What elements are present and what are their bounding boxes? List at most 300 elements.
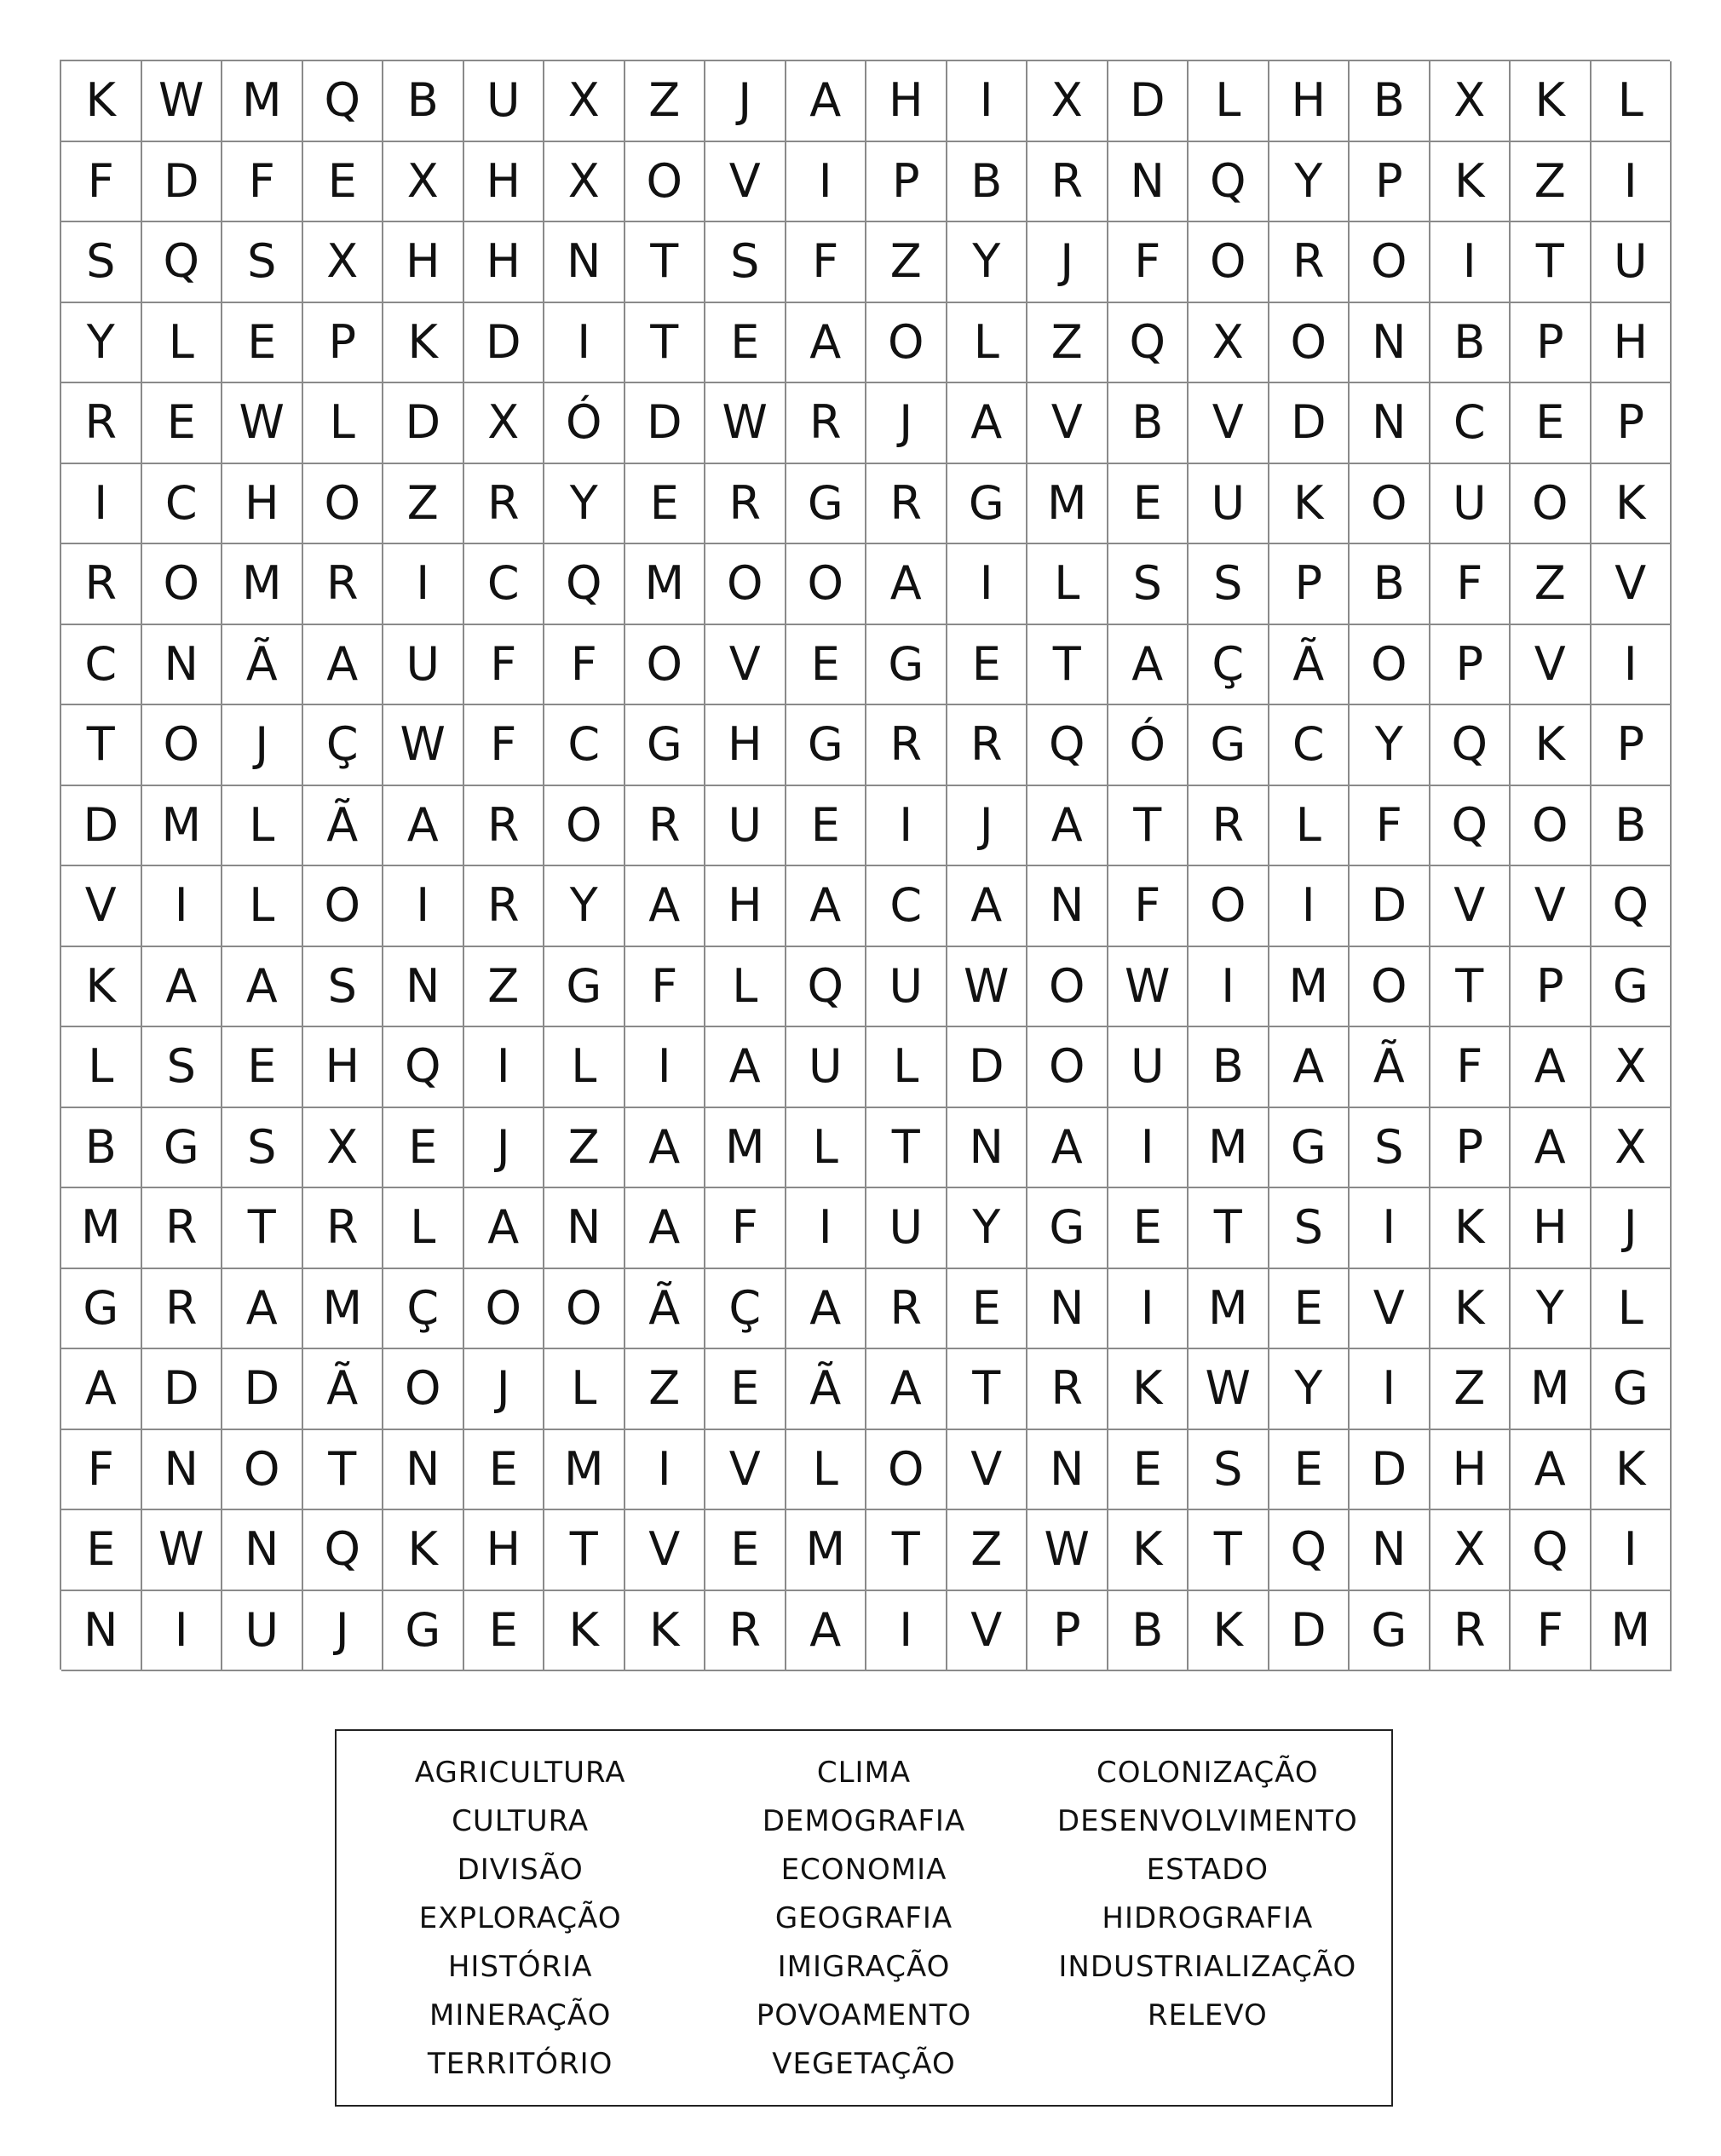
grid-cell[interactable]: G — [1027, 1188, 1108, 1269]
grid-cell[interactable]: C — [142, 464, 223, 545]
grid-cell[interactable]: A — [625, 866, 706, 947]
grid-cell[interactable]: V — [1350, 1269, 1430, 1350]
grid-cell[interactable]: Z — [1511, 544, 1591, 625]
grid-cell[interactable]: S — [1269, 1188, 1350, 1269]
grid-cell[interactable]: Q — [303, 61, 384, 142]
grid-cell[interactable]: N — [1108, 142, 1189, 223]
grid-cell[interactable]: I — [383, 544, 464, 625]
grid-cell[interactable]: Q — [1269, 1510, 1350, 1591]
grid-cell[interactable]: V — [947, 1430, 1028, 1511]
grid-cell[interactable]: T — [544, 1510, 625, 1591]
grid-cell[interactable]: V — [1591, 544, 1672, 625]
grid-cell[interactable]: I — [142, 866, 223, 947]
grid-cell[interactable]: T — [1108, 786, 1189, 867]
grid-cell[interactable]: E — [464, 1430, 545, 1511]
grid-cell[interactable]: R — [1430, 1591, 1511, 1672]
grid-cell[interactable]: G — [786, 464, 867, 545]
grid-cell[interactable]: K — [61, 61, 142, 142]
grid-cell[interactable]: I — [61, 464, 142, 545]
grid-cell[interactable]: L — [786, 1108, 867, 1189]
grid-cell[interactable]: Ó — [544, 383, 625, 464]
grid-cell[interactable]: T — [866, 1510, 947, 1591]
grid-cell[interactable]: L — [544, 1027, 625, 1108]
grid-cell[interactable]: U — [222, 1591, 303, 1672]
grid-cell[interactable]: T — [947, 1349, 1028, 1430]
grid-cell[interactable]: J — [464, 1349, 545, 1430]
grid-cell[interactable]: O — [1189, 222, 1269, 303]
grid-cell[interactable]: I — [1591, 625, 1672, 706]
grid-cell[interactable]: D — [1269, 383, 1350, 464]
grid-cell[interactable]: E — [705, 303, 786, 384]
grid-cell[interactable]: K — [1430, 1188, 1511, 1269]
grid-cell[interactable]: T — [866, 1108, 947, 1189]
grid-cell[interactable]: C — [544, 705, 625, 786]
grid-cell[interactable]: V — [705, 142, 786, 223]
grid-cell[interactable]: I — [544, 303, 625, 384]
grid-cell[interactable]: A — [1027, 786, 1108, 867]
grid-cell[interactable]: Z — [1027, 303, 1108, 384]
grid-cell[interactable]: H — [464, 142, 545, 223]
grid-cell[interactable]: Q — [383, 1027, 464, 1108]
grid-cell[interactable]: C — [464, 544, 545, 625]
grid-cell[interactable]: N — [544, 1188, 625, 1269]
grid-cell[interactable]: R — [1027, 142, 1108, 223]
grid-cell[interactable]: O — [1350, 947, 1430, 1028]
grid-cell[interactable]: I — [947, 544, 1028, 625]
grid-cell[interactable]: P — [1591, 383, 1672, 464]
grid-cell[interactable]: N — [1027, 1269, 1108, 1350]
grid-cell[interactable]: Q — [1430, 786, 1511, 867]
grid-cell[interactable]: E — [1108, 1430, 1189, 1511]
grid-cell[interactable]: F — [1430, 1027, 1511, 1108]
grid-cell[interactable]: V — [1511, 866, 1591, 947]
grid-cell[interactable]: X — [303, 222, 384, 303]
grid-cell[interactable]: M — [1269, 947, 1350, 1028]
grid-cell[interactable]: D — [464, 303, 545, 384]
grid-cell[interactable]: O — [142, 705, 223, 786]
grid-cell[interactable]: P — [303, 303, 384, 384]
grid-cell[interactable]: J — [222, 705, 303, 786]
grid-cell[interactable]: I — [1350, 1188, 1430, 1269]
grid-cell[interactable]: M — [1511, 1349, 1591, 1430]
grid-cell[interactable]: A — [1269, 1027, 1350, 1108]
grid-cell[interactable]: A — [1511, 1108, 1591, 1189]
grid-cell[interactable]: S — [142, 1027, 223, 1108]
grid-cell[interactable]: I — [1108, 1269, 1189, 1350]
grid-cell[interactable]: D — [1350, 866, 1430, 947]
grid-cell[interactable]: O — [866, 303, 947, 384]
grid-cell[interactable]: R — [705, 464, 786, 545]
grid-cell[interactable]: G — [1591, 1349, 1672, 1430]
grid-cell[interactable]: D — [61, 786, 142, 867]
grid-cell[interactable]: P — [1027, 1591, 1108, 1672]
grid-cell[interactable]: Y — [1350, 705, 1430, 786]
grid-cell[interactable]: X — [303, 1108, 384, 1189]
grid-cell[interactable]: P — [1430, 1108, 1511, 1189]
grid-cell[interactable]: Y — [544, 866, 625, 947]
grid-cell[interactable]: U — [866, 1188, 947, 1269]
grid-cell[interactable]: X — [544, 142, 625, 223]
grid-cell[interactable]: R — [1189, 786, 1269, 867]
grid-cell[interactable]: F — [786, 222, 867, 303]
grid-cell[interactable]: V — [1511, 625, 1591, 706]
grid-cell[interactable]: P — [1511, 303, 1591, 384]
grid-cell[interactable]: W — [222, 383, 303, 464]
grid-cell[interactable]: B — [947, 142, 1028, 223]
grid-cell[interactable]: S — [222, 1108, 303, 1189]
grid-cell[interactable]: M — [1591, 1591, 1672, 1672]
grid-cell[interactable]: E — [1511, 383, 1591, 464]
grid-cell[interactable]: L — [142, 303, 223, 384]
grid-cell[interactable]: Q — [142, 222, 223, 303]
grid-cell[interactable]: M — [625, 544, 706, 625]
grid-cell[interactable]: Y — [947, 1188, 1028, 1269]
grid-cell[interactable]: K — [1430, 1269, 1511, 1350]
grid-cell[interactable]: Ç — [303, 705, 384, 786]
grid-cell[interactable]: O — [625, 625, 706, 706]
grid-cell[interactable]: N — [383, 1430, 464, 1511]
grid-cell[interactable]: E — [142, 383, 223, 464]
grid-cell[interactable]: P — [866, 142, 947, 223]
grid-cell[interactable]: Ã — [786, 1349, 867, 1430]
grid-cell[interactable]: E — [1108, 1188, 1189, 1269]
grid-cell[interactable]: V — [705, 1430, 786, 1511]
grid-cell[interactable]: I — [1108, 1108, 1189, 1189]
grid-cell[interactable]: A — [705, 1027, 786, 1108]
grid-cell[interactable]: F — [705, 1188, 786, 1269]
grid-cell[interactable]: E — [625, 464, 706, 545]
grid-cell[interactable]: I — [1269, 866, 1350, 947]
grid-cell[interactable]: O — [1350, 625, 1430, 706]
grid-cell[interactable]: L — [1591, 61, 1672, 142]
grid-cell[interactable]: D — [142, 142, 223, 223]
grid-cell[interactable]: G — [1350, 1591, 1430, 1672]
grid-cell[interactable]: K — [1591, 464, 1672, 545]
grid-cell[interactable]: A — [303, 625, 384, 706]
grid-cell[interactable]: A — [786, 1269, 867, 1350]
grid-cell[interactable]: H — [303, 1027, 384, 1108]
grid-cell[interactable]: K — [625, 1591, 706, 1672]
grid-cell[interactable]: O — [1511, 464, 1591, 545]
grid-cell[interactable]: Ã — [1269, 625, 1350, 706]
grid-cell[interactable]: A — [222, 947, 303, 1028]
grid-cell[interactable]: Z — [866, 222, 947, 303]
grid-cell[interactable]: G — [544, 947, 625, 1028]
grid-cell[interactable]: J — [947, 786, 1028, 867]
grid-cell[interactable]: D — [1269, 1591, 1350, 1672]
grid-cell[interactable]: P — [1591, 705, 1672, 786]
grid-cell[interactable]: L — [786, 1430, 867, 1511]
grid-cell[interactable]: Q — [1511, 1510, 1591, 1591]
grid-cell[interactable]: K — [1511, 705, 1591, 786]
grid-cell[interactable]: L — [1027, 544, 1108, 625]
grid-cell[interactable]: W — [1189, 1349, 1269, 1430]
grid-cell[interactable]: Y — [1511, 1269, 1591, 1350]
grid-cell[interactable]: Ã — [625, 1269, 706, 1350]
grid-cell[interactable]: G — [786, 705, 867, 786]
grid-cell[interactable]: I — [786, 1188, 867, 1269]
grid-cell[interactable]: Y — [947, 222, 1028, 303]
grid-cell[interactable]: S — [705, 222, 786, 303]
grid-cell[interactable]: V — [61, 866, 142, 947]
grid-cell[interactable]: A — [1108, 625, 1189, 706]
grid-cell[interactable]: E — [786, 786, 867, 867]
grid-cell[interactable]: X — [544, 61, 625, 142]
grid-cell[interactable]: S — [303, 947, 384, 1028]
grid-cell[interactable]: I — [1350, 1349, 1430, 1430]
grid-cell[interactable]: G — [1269, 1108, 1350, 1189]
grid-cell[interactable]: E — [1269, 1430, 1350, 1511]
grid-cell[interactable]: T — [1430, 947, 1511, 1028]
grid-cell[interactable]: F — [1430, 544, 1511, 625]
grid-cell[interactable]: R — [303, 544, 384, 625]
grid-cell[interactable]: E — [464, 1591, 545, 1672]
grid-cell[interactable]: R — [61, 544, 142, 625]
grid-cell[interactable]: F — [625, 947, 706, 1028]
grid-cell[interactable]: B — [1108, 1591, 1189, 1672]
grid-cell[interactable]: E — [1269, 1269, 1350, 1350]
grid-cell[interactable]: M — [142, 786, 223, 867]
grid-cell[interactable]: B — [1108, 383, 1189, 464]
grid-cell[interactable]: T — [61, 705, 142, 786]
grid-cell[interactable]: E — [222, 1027, 303, 1108]
grid-cell[interactable]: R — [464, 464, 545, 545]
grid-cell[interactable]: O — [625, 142, 706, 223]
grid-cell[interactable]: G — [142, 1108, 223, 1189]
grid-cell[interactable]: R — [786, 383, 867, 464]
grid-cell[interactable]: O — [222, 1430, 303, 1511]
grid-cell[interactable]: L — [544, 1349, 625, 1430]
grid-cell[interactable]: M — [1027, 464, 1108, 545]
grid-cell[interactable]: F — [61, 142, 142, 223]
grid-cell[interactable]: Y — [1269, 142, 1350, 223]
grid-cell[interactable]: P — [1511, 947, 1591, 1028]
grid-cell[interactable]: Z — [947, 1510, 1028, 1591]
grid-cell[interactable]: T — [625, 222, 706, 303]
grid-cell[interactable]: K — [1591, 1430, 1672, 1511]
grid-cell[interactable]: J — [1027, 222, 1108, 303]
grid-cell[interactable]: U — [705, 786, 786, 867]
grid-cell[interactable]: Ó — [1108, 705, 1189, 786]
grid-cell[interactable]: S — [61, 222, 142, 303]
grid-cell[interactable]: A — [786, 1591, 867, 1672]
grid-cell[interactable]: L — [1189, 61, 1269, 142]
grid-cell[interactable]: R — [1269, 222, 1350, 303]
grid-cell[interactable]: F — [61, 1430, 142, 1511]
grid-cell[interactable]: E — [303, 142, 384, 223]
grid-cell[interactable]: U — [1189, 464, 1269, 545]
grid-cell[interactable]: Q — [1189, 142, 1269, 223]
grid-cell[interactable]: R — [61, 383, 142, 464]
grid-cell[interactable]: N — [142, 625, 223, 706]
grid-cell[interactable]: W — [947, 947, 1028, 1028]
grid-cell[interactable]: E — [383, 1108, 464, 1189]
grid-cell[interactable]: R — [142, 1188, 223, 1269]
grid-cell[interactable]: I — [1430, 222, 1511, 303]
grid-cell[interactable]: X — [464, 383, 545, 464]
grid-cell[interactable]: M — [544, 1430, 625, 1511]
grid-cell[interactable]: Z — [464, 947, 545, 1028]
grid-cell[interactable]: N — [1350, 303, 1430, 384]
grid-cell[interactable]: B — [383, 61, 464, 142]
grid-cell[interactable]: O — [464, 1269, 545, 1350]
grid-cell[interactable]: O — [544, 786, 625, 867]
grid-cell[interactable]: V — [1189, 383, 1269, 464]
grid-cell[interactable]: Q — [1591, 866, 1672, 947]
grid-cell[interactable]: G — [1189, 705, 1269, 786]
grid-cell[interactable]: M — [1189, 1269, 1269, 1350]
grid-cell[interactable]: I — [142, 1591, 223, 1672]
grid-cell[interactable]: K — [1269, 464, 1350, 545]
grid-cell[interactable]: A — [786, 866, 867, 947]
grid-cell[interactable]: T — [1511, 222, 1591, 303]
grid-cell[interactable]: L — [866, 1027, 947, 1108]
grid-cell[interactable]: A — [786, 303, 867, 384]
grid-cell[interactable]: H — [464, 1510, 545, 1591]
grid-cell[interactable]: A — [464, 1188, 545, 1269]
grid-cell[interactable]: K — [61, 947, 142, 1028]
grid-cell[interactable]: K — [1430, 142, 1511, 223]
grid-cell[interactable]: F — [464, 625, 545, 706]
grid-cell[interactable]: O — [1027, 1027, 1108, 1108]
grid-cell[interactable]: Ã — [222, 625, 303, 706]
grid-cell[interactable]: S — [1189, 1430, 1269, 1511]
grid-cell[interactable]: K — [383, 303, 464, 384]
grid-cell[interactable]: L — [383, 1188, 464, 1269]
grid-cell[interactable]: L — [222, 866, 303, 947]
grid-cell[interactable]: O — [142, 544, 223, 625]
grid-cell[interactable]: K — [1108, 1510, 1189, 1591]
grid-cell[interactable]: N — [947, 1108, 1028, 1189]
grid-cell[interactable]: R — [866, 464, 947, 545]
grid-cell[interactable]: T — [625, 303, 706, 384]
grid-cell[interactable]: Z — [1430, 1349, 1511, 1430]
grid-cell[interactable]: K — [1108, 1349, 1189, 1430]
grid-cell[interactable]: A — [625, 1108, 706, 1189]
grid-cell[interactable]: A — [947, 866, 1028, 947]
grid-cell[interactable]: X — [1027, 61, 1108, 142]
grid-cell[interactable]: I — [1591, 1510, 1672, 1591]
grid-cell[interactable]: H — [1591, 303, 1672, 384]
grid-cell[interactable]: B — [1430, 303, 1511, 384]
grid-cell[interactable]: B — [1591, 786, 1672, 867]
grid-cell[interactable]: L — [222, 786, 303, 867]
grid-cell[interactable]: U — [383, 625, 464, 706]
grid-cell[interactable]: C — [61, 625, 142, 706]
grid-cell[interactable]: U — [464, 61, 545, 142]
grid-cell[interactable]: K — [1189, 1591, 1269, 1672]
grid-cell[interactable]: X — [383, 142, 464, 223]
grid-cell[interactable]: O — [786, 544, 867, 625]
grid-cell[interactable]: I — [625, 1430, 706, 1511]
grid-cell[interactable]: Q — [1108, 303, 1189, 384]
grid-cell[interactable]: F — [1108, 866, 1189, 947]
grid-cell[interactable]: A — [786, 61, 867, 142]
grid-cell[interactable]: V — [1027, 383, 1108, 464]
grid-cell[interactable]: N — [142, 1430, 223, 1511]
grid-cell[interactable]: V — [705, 625, 786, 706]
grid-cell[interactable]: E — [786, 625, 867, 706]
grid-cell[interactable]: M — [786, 1510, 867, 1591]
grid-cell[interactable]: T — [1189, 1188, 1269, 1269]
grid-cell[interactable]: D — [222, 1349, 303, 1430]
grid-cell[interactable]: P — [1430, 625, 1511, 706]
grid-cell[interactable]: O — [383, 1349, 464, 1430]
grid-cell[interactable]: X — [1430, 1510, 1511, 1591]
grid-cell[interactable]: Z — [625, 1349, 706, 1430]
grid-cell[interactable]: D — [625, 383, 706, 464]
grid-cell[interactable]: J — [1591, 1188, 1672, 1269]
grid-cell[interactable]: Ç — [383, 1269, 464, 1350]
grid-cell[interactable]: O — [303, 464, 384, 545]
grid-cell[interactable]: H — [866, 61, 947, 142]
grid-cell[interactable]: Z — [544, 1108, 625, 1189]
grid-cell[interactable]: Y — [1269, 1349, 1350, 1430]
grid-cell[interactable]: A — [1511, 1027, 1591, 1108]
grid-cell[interactable]: R — [625, 786, 706, 867]
grid-cell[interactable]: Z — [1511, 142, 1591, 223]
grid-cell[interactable]: E — [61, 1510, 142, 1591]
grid-cell[interactable]: Q — [786, 947, 867, 1028]
grid-cell[interactable]: O — [705, 544, 786, 625]
grid-cell[interactable]: T — [303, 1430, 384, 1511]
grid-cell[interactable]: G — [383, 1591, 464, 1672]
grid-cell[interactable]: F — [1350, 786, 1430, 867]
grid-cell[interactable]: H — [1430, 1430, 1511, 1511]
grid-cell[interactable]: U — [1430, 464, 1511, 545]
grid-cell[interactable]: O — [1350, 222, 1430, 303]
grid-cell[interactable]: O — [544, 1269, 625, 1350]
grid-cell[interactable]: O — [1350, 464, 1430, 545]
grid-cell[interactable]: U — [786, 1027, 867, 1108]
grid-cell[interactable]: A — [947, 383, 1028, 464]
grid-cell[interactable]: K — [1511, 61, 1591, 142]
grid-cell[interactable]: O — [1511, 786, 1591, 867]
grid-cell[interactable]: D — [142, 1349, 223, 1430]
grid-cell[interactable]: H — [383, 222, 464, 303]
grid-cell[interactable]: A — [142, 947, 223, 1028]
grid-cell[interactable]: Y — [544, 464, 625, 545]
grid-cell[interactable]: E — [222, 303, 303, 384]
grid-cell[interactable]: Y — [61, 303, 142, 384]
grid-cell[interactable]: L — [303, 383, 384, 464]
grid-cell[interactable]: R — [142, 1269, 223, 1350]
grid-cell[interactable]: I — [383, 866, 464, 947]
grid-cell[interactable]: W — [142, 61, 223, 142]
grid-cell[interactable]: V — [625, 1510, 706, 1591]
grid-cell[interactable]: W — [1108, 947, 1189, 1028]
grid-cell[interactable]: J — [866, 383, 947, 464]
grid-cell[interactable]: J — [464, 1108, 545, 1189]
grid-cell[interactable]: I — [1189, 947, 1269, 1028]
grid-cell[interactable]: L — [705, 947, 786, 1028]
grid-cell[interactable]: Q — [1430, 705, 1511, 786]
grid-cell[interactable]: O — [1269, 303, 1350, 384]
grid-cell[interactable]: I — [786, 142, 867, 223]
grid-cell[interactable]: M — [61, 1188, 142, 1269]
grid-cell[interactable]: A — [625, 1188, 706, 1269]
grid-cell[interactable]: M — [222, 544, 303, 625]
grid-cell[interactable]: V — [947, 1591, 1028, 1672]
grid-cell[interactable]: Ã — [303, 786, 384, 867]
grid-cell[interactable]: S — [1189, 544, 1269, 625]
grid-cell[interactable]: D — [947, 1027, 1028, 1108]
grid-cell[interactable]: T — [1189, 1510, 1269, 1591]
grid-cell[interactable]: J — [705, 61, 786, 142]
grid-cell[interactable]: H — [464, 222, 545, 303]
grid-cell[interactable]: I — [1591, 142, 1672, 223]
grid-cell[interactable]: H — [1269, 61, 1350, 142]
